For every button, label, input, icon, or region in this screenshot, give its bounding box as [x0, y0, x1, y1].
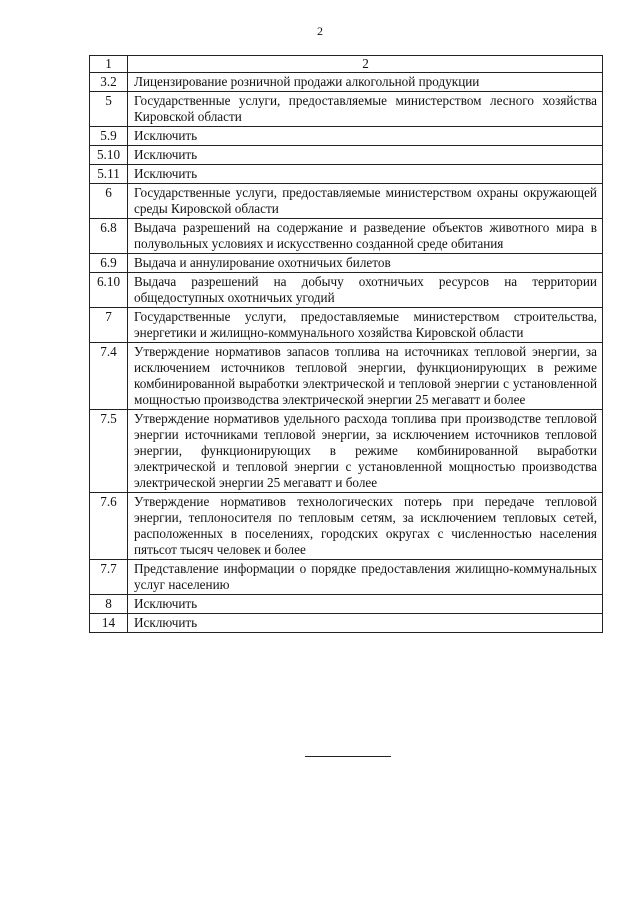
row-number: 3.2 [90, 73, 128, 92]
table-row [90, 92, 603, 127]
table-row [90, 493, 603, 560]
services-table [89, 55, 603, 633]
table-row [90, 560, 603, 595]
row-number: 7.7 [90, 560, 128, 595]
row-number: 5.11 [90, 165, 128, 184]
page-number: 2 [317, 24, 323, 38]
header-col-2: 2 [128, 56, 603, 73]
row-number: 7.6 [90, 493, 128, 560]
row-number: 7.4 [90, 343, 128, 410]
table-row [90, 184, 603, 219]
row-text: Представление информации о порядке предоставления жилищно-коммунальных услуг населению [128, 560, 603, 595]
table-row [90, 343, 603, 410]
table-row [90, 595, 603, 614]
row-number: 5 [90, 92, 128, 127]
row-number: 6.9 [90, 254, 128, 273]
row-text: Выдача разрешений на содержание и разведение объектов животного мира в полувольных условиях и искусственно созданной среде обитания [128, 219, 603, 254]
row-number: 14 [90, 614, 128, 633]
row-number: 7.5 [90, 410, 128, 493]
row-number: 5.9 [90, 127, 128, 146]
table-row [90, 614, 603, 633]
table-row [90, 254, 603, 273]
row-number: 8 [90, 595, 128, 614]
row-text: Исключить [128, 165, 603, 184]
row-text: Исключить [128, 127, 603, 146]
table-row [90, 308, 603, 343]
row-text: Выдача и аннулирование охотничьих билетов [128, 254, 603, 273]
closing-line [305, 756, 391, 757]
row-text: Утверждение нормативов запасов топлива на источниках тепловой энергии, за исключением источников тепловой энергии, функционирующих в режиме комбинированной выработки электрической и тепловой энергии с установленной мощностью производства электрической энергии 25 мегаватт и более [128, 343, 603, 410]
table-row [90, 410, 603, 493]
row-text: Исключить [128, 146, 603, 165]
table-row [90, 273, 603, 308]
table-row [90, 73, 603, 92]
row-number: 7 [90, 308, 128, 343]
row-text: Лицензирование розничной продажи алкогольной продукции [128, 73, 603, 92]
table-header-row [90, 56, 603, 73]
row-text: Выдача разрешений на добычу охотничьих ресурсов на территории общедоступных охотничьих угодий [128, 273, 603, 308]
header-col-1: 1 [90, 56, 128, 73]
row-number: 6.8 [90, 219, 128, 254]
row-text: Государственные услуги, предоставляемые министерством строительства, энергетики и жилищно-коммунального хозяйства Кировской области [128, 308, 603, 343]
row-text: Исключить [128, 614, 603, 633]
row-text: Государственные услуги, предоставляемые министерством охраны окружающей среды Кировской области [128, 184, 603, 219]
table-row [90, 127, 603, 146]
row-text: Государственные услуги, предоставляемые министерством лесного хозяйства Кировской области [128, 92, 603, 127]
table-row [90, 165, 603, 184]
table-row [90, 146, 603, 165]
row-number: 6 [90, 184, 128, 219]
row-text: Исключить [128, 595, 603, 614]
row-text: Утверждение нормативов удельного расхода топлива при производстве тепловой энергии источниками тепловой энергии, за исключением источников тепловой энергии, функционирующих в режиме комбинированной выработки электрической и тепловой энергии с установленной мощностью производства электрической энергии 25 мегаватт и более [128, 410, 603, 493]
row-number: 6.10 [90, 273, 128, 308]
table-row [90, 219, 603, 254]
row-number: 5.10 [90, 146, 128, 165]
row-text: Утверждение нормативов технологических потерь при передаче тепловой энергии, теплоносителя по тепловым сетям, за исключением тепловых сетей, расположенных в поселениях, городских округах с численностью населения пятьсот тысяч человек и более [128, 493, 603, 560]
